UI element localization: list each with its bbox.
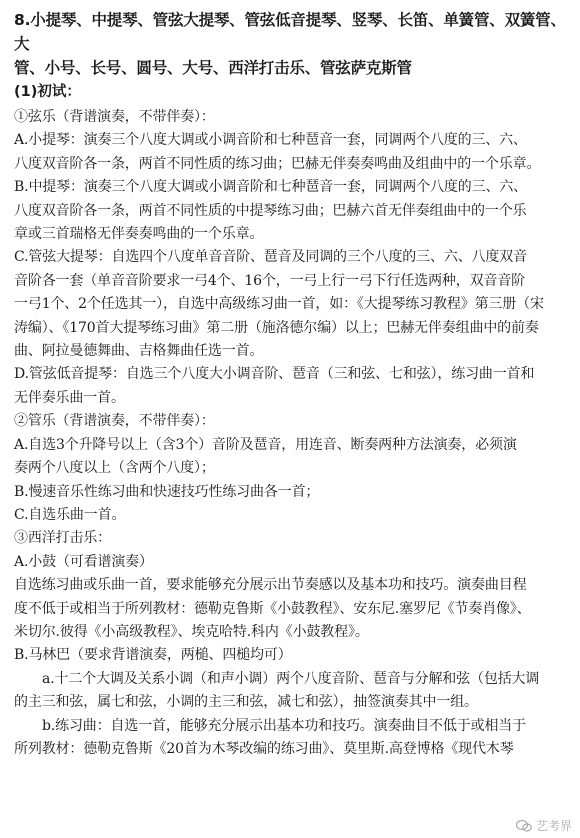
cello-line-5: 曲、阿拉曼德舞曲、吉格舞曲任选一首。 <box>14 343 264 360</box>
marimba-item-a-line-2: 的主三和弦，属七和弦，小调的主三和弦，减七和弦），抽签演奏其中一组。 <box>14 694 478 711</box>
winds-item-c: C.自选乐曲一首。 <box>14 506 126 523</box>
section-heading-line-2: 管、小号、长号、圆号、大号、西洋打击乐、管弦萨克斯管 <box>14 59 412 77</box>
violin-line-2: 八度双音阶各一条，两首不同性质的练习曲；巴赫无伴奏奏鸣曲及组曲中的一个乐章。 <box>14 155 541 172</box>
preliminary-exam-heading: (1)初试： <box>14 84 81 100</box>
snare-drum-line-2: 度不低于或相当于所列教材：德勒克鲁斯《小鼓教程》、安东尼.塞罗尼《节奏肖像》、 <box>14 600 531 617</box>
marimba-item-b-line-1: b.练习曲：自选一首，能够充分展示出基本功和技巧。演奏曲目不低于或相当于 <box>42 717 527 734</box>
winds-heading: ②管乐（背谱演奏，不带伴奏）： <box>14 413 215 430</box>
violin-line-1: A.小提琴：演奏三个八度大调或小调音阶和七种琶音一套，同调两个八度的三、六、 <box>14 132 527 149</box>
chat-bubble-icon <box>516 819 532 833</box>
viola-line-3: 章或三首瑞格无伴奏奏鸣曲的一个乐章。 <box>14 226 264 243</box>
marimba-item-a-line-1: a.十二个大调及关系小调（和声小调）两个八度音阶、琶音与分解和弦（包括大调 <box>42 670 540 687</box>
double-bass-line-1: D.管弦低音提琴：自选三个八度大小调音阶、琶音（三和弦、七和弦），练习曲一首和 <box>14 366 535 383</box>
winds-item-a-line-2: 奏两个八度以上（含两个八度）； <box>14 460 215 477</box>
snare-drum-line-3: 米切尔.彼得《小高级教程》、埃克哈特.科内《小鼓教程》。 <box>14 623 369 640</box>
cello-line-1: C.管弦大提琴：自选四个八度单音音阶、琶音及同调的三个八度的三、六、八度双音 <box>14 249 527 266</box>
section-heading-line-1: 8.小提琴、中提琴、管弦大提琴、管弦低音提琴、竖琴、长笛、单簧管、双簧管、大 <box>14 11 566 53</box>
double-bass-line-2: 无伴奏乐曲一首。 <box>14 389 125 406</box>
viola-line-2: 八度双音阶各一条，两首不同性质的中提琴练习曲；巴赫六首无伴奏组曲中的一个乐 <box>14 202 527 219</box>
strings-heading: ①弦乐（背谱演奏，不带伴奏）： <box>14 109 215 125</box>
snare-drum-heading: A.小鼓（可看谱演奏） <box>14 553 153 570</box>
watermark-text: 艺考界 <box>535 819 572 833</box>
winds-item-a-line-1: A.自选3个升降号以上（含3个）音阶及琶音，用连音、断奏两种方法演奏，必须演 <box>14 436 517 453</box>
viola-line-1: B.中提琴：演奏三个八度大调或小调音阶和七种琶音一套，同调两个八度的三、六、 <box>14 179 528 196</box>
marimba-item-b-line-2: 所列教材：德勒克鲁斯《20首为木琴改编的练习曲》、莫里斯.高登博格《现代木琴 <box>14 740 514 757</box>
percussion-heading: ③西洋打击乐： <box>14 530 111 547</box>
cello-line-4: 涛编）、《170首大提琴练习曲》第二册（施洛德尔编）以上；巴赫无伴奏组曲中的前奏 <box>14 319 539 336</box>
winds-item-b: B.慢速音乐性练习曲和快速技巧性练习曲各一首； <box>14 483 320 500</box>
marimba-heading: B.马林巴（要求背谱演奏，两槌、四槌均可） <box>14 647 292 664</box>
cello-line-3: 一弓1个、2个任选其一），自选中高级练习曲一首，如：《大提琴练习教程》第三册（宋 <box>14 296 544 313</box>
watermark <box>516 817 572 834</box>
cello-line-2: 音阶各一套（单音音阶要求一弓4个、16个，一弓上行一弓下行任选两种，双音音阶 <box>14 272 526 289</box>
snare-drum-line-1: 自选练习曲或乐曲一首，要求能够充分展示出节奏感以及基本功和技巧。演奏曲目程 <box>14 577 527 594</box>
